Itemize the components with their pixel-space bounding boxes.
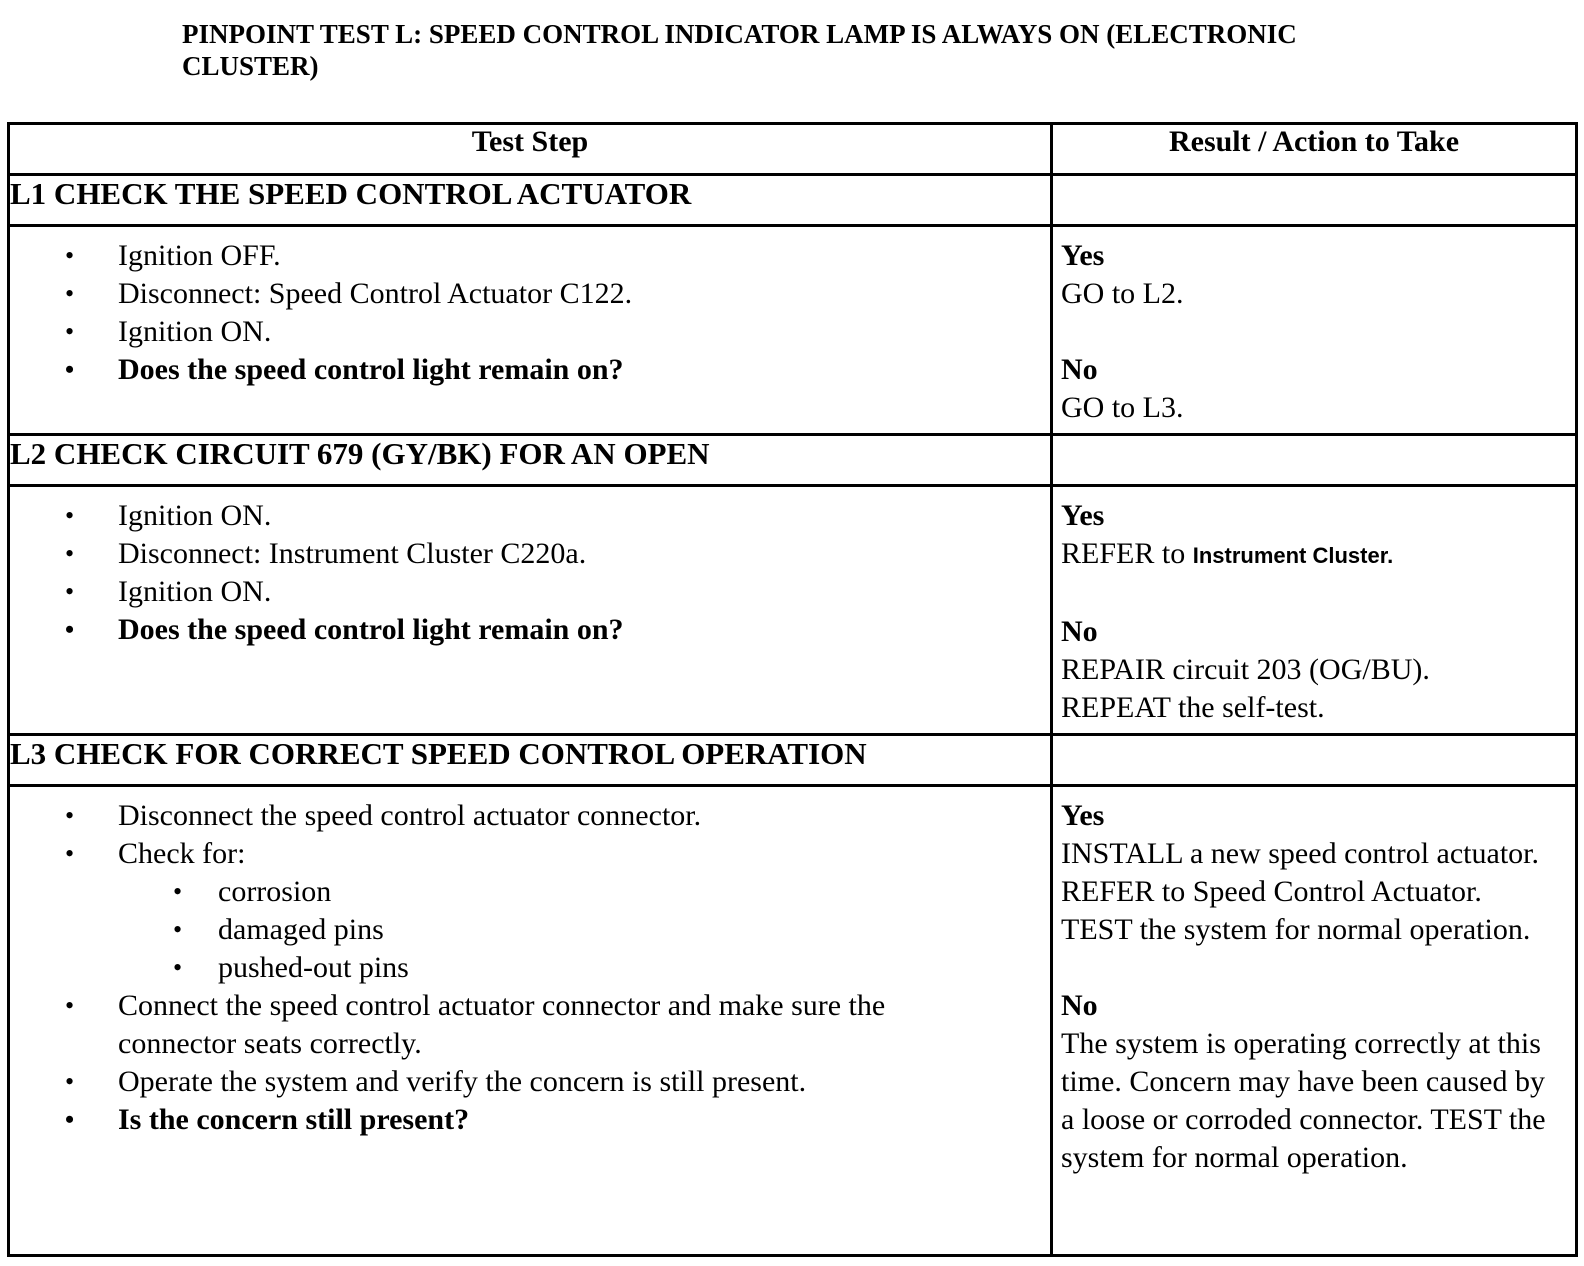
no-label: No (1061, 615, 1098, 648)
step-result-l2 (1052, 486, 1577, 735)
yes-action-prefix: REFER to (1061, 537, 1193, 570)
yes-action (1061, 535, 1575, 575)
sub-list-item: • pushed-out pins (118, 949, 1050, 987)
sub-list-item: • corrosion (118, 873, 1050, 911)
step-question: • Does the speed control light remain on? (10, 351, 1050, 389)
step-title-blank-cell (1052, 735, 1577, 786)
list-item: • Ignition ON. (10, 573, 1050, 611)
step-title-l1: L1 CHECK THE SPEED CONTROL ACTUATOR (9, 175, 1052, 226)
no-label: No (1061, 353, 1098, 386)
step-instructions-l1 (9, 226, 1052, 435)
no-action: GO to L3. (1061, 391, 1184, 424)
step-result-l1 (1052, 226, 1577, 435)
list-item: • Disconnect the speed control actuator connector. (10, 797, 1050, 835)
step-title-row-l2 (9, 435, 1577, 486)
list-item: • Ignition OFF. (10, 237, 1050, 275)
table-header-row (9, 124, 1577, 175)
list-item: • Disconnect: Speed Control Actuator C122. (10, 275, 1050, 313)
yes-action: INSTALL a new speed control actuator. REFER to Speed Control Actuator. TEST the system for normal operation. (1061, 837, 1539, 946)
list-item: • Ignition ON. (10, 313, 1050, 351)
list-item: • Connect the speed control actuator connector and make sure the connector seats correctly. (10, 987, 1050, 1063)
step-title-blank-cell (1052, 435, 1577, 486)
step-body-row-l3 (9, 786, 1577, 1256)
no-label: No (1061, 989, 1098, 1022)
no-action: REPEAT the self-test. (1061, 691, 1325, 724)
instrument-cluster-link[interactable]: Instrument Cluster. (1192, 543, 1394, 568)
step-title-blank-cell (1052, 175, 1577, 226)
step-instructions-l3 (9, 786, 1052, 1256)
step-title-row-l3 (9, 735, 1577, 786)
step-body-row-l2 (9, 486, 1577, 735)
step-title-row-l1 (9, 175, 1577, 226)
yes-action: GO to L2. (1061, 277, 1184, 310)
list-item: • Ignition ON. (10, 497, 1050, 535)
step-question: • Is the concern still present? (10, 1101, 1050, 1139)
column-header-test-step: Test Step (9, 124, 1052, 175)
page-title: PINPOINT TEST L: SPEED CONTROL INDICATOR LAMP IS ALWAYS ON (ELECTRONIC CLUSTER) (182, 19, 1297, 81)
step-instructions-l2 (9, 486, 1052, 735)
no-action: REPAIR circuit 203 (OG/BU). (1061, 653, 1430, 686)
list-item: • Operate the system and verify the concern is still present. (10, 1063, 1050, 1101)
yes-label: Yes (1061, 799, 1105, 832)
list-item: • Disconnect: Instrument Cluster C220a. (10, 535, 1050, 573)
step-title-l3: L3 CHECK FOR CORRECT SPEED CONTROL OPERATION (9, 735, 1052, 786)
no-action: The system is operating correctly at this time. Concern may have been caused by a loose or corroded connector. TEST the system for normal operation. (1061, 1027, 1546, 1174)
yes-label: Yes (1061, 499, 1105, 532)
yes-label: Yes (1061, 239, 1105, 272)
list-item (10, 835, 1050, 987)
step-result-l3 (1052, 786, 1577, 1256)
sub-list-item: • damaged pins (118, 911, 1050, 949)
step-question: • Does the speed control light remain on? (10, 611, 1050, 649)
step-title-l2: L2 CHECK CIRCUIT 679 (GY/BK) FOR AN OPEN (9, 435, 1052, 486)
list-item-text: Check for: (118, 837, 246, 870)
column-header-result-action: Result / Action to Take (1052, 124, 1577, 175)
step-body-row-l1 (9, 226, 1577, 435)
pinpoint-test-table (7, 122, 1578, 1257)
